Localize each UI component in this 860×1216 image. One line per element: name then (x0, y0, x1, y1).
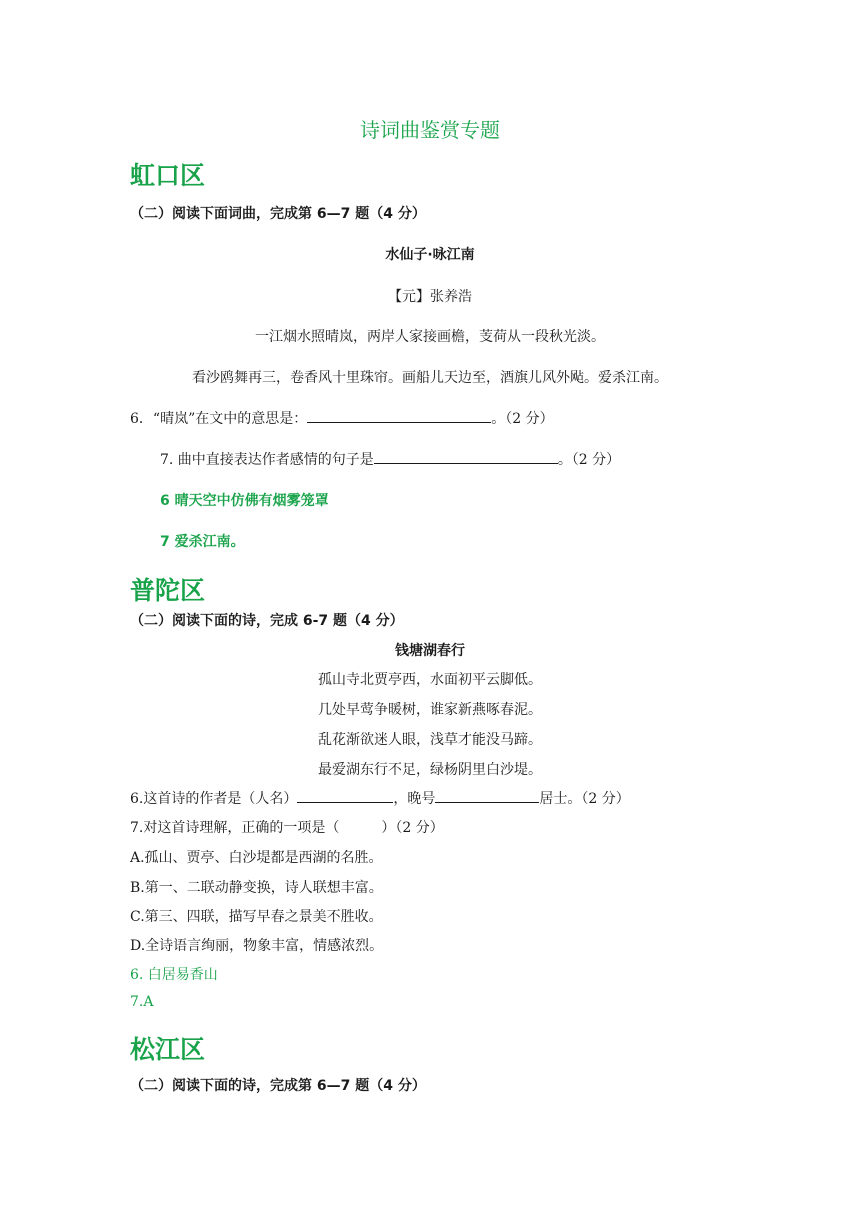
poem-line-4: 最爱湖东行不足，绿杨阴里白沙堤。 (318, 762, 542, 778)
instruction-putuo: （二）阅读下面的诗，完成 6-7 题（4 分） (130, 613, 404, 629)
option-d: D.全诗语言绚丽，物象丰富，情感浓烈。 (130, 938, 384, 954)
question-6-mid: ，晚号 (393, 791, 436, 807)
question-6-suffix: 。（2 分） (491, 411, 554, 427)
question-7-prefix: 7. 曲中直接表达作者感情的句子是 (160, 452, 374, 468)
answer-7-putuo: 7.A (130, 994, 154, 1010)
option-a: A.孤山、贾亭、白沙堤都是西湖的名胜。 (130, 850, 383, 866)
poem-line-1: 一江烟水照晴岚，两岸人家接画檐，芰荷从一段秋光淡。 (255, 329, 605, 345)
poem-line-2: 几处早莺争暖树，谁家新燕啄春泥。 (318, 702, 542, 718)
district-heading-putuo: 普陀区 (130, 576, 206, 605)
option-c: C.第三、四联，描写早春之景美不胜收。 (130, 909, 383, 925)
document-title: 诗词曲鉴赏专题 (360, 118, 500, 142)
poem-line-1: 孤山寺北贾亭西，水面初平云脚低。 (318, 672, 542, 688)
poem-title-hongkou: 水仙子·咏江南 (385, 247, 475, 263)
question-6-prefix: 6．“晴岚”在文中的意思是： (130, 411, 308, 427)
poem-line-3: 乱花渐欲迷人眼，浅草才能没马蹄。 (318, 732, 542, 748)
answer-blank[interactable] (374, 449, 558, 464)
question-7-suffix: 。（2 分） (557, 452, 621, 468)
question-7-hongkou (160, 449, 620, 469)
answer-7-hongkou: 7 爱杀江南。 (160, 534, 245, 550)
answer-blank[interactable] (435, 788, 539, 803)
answer-blank[interactable] (297, 788, 393, 803)
poem-author-hongkou: 【元】张养浩 (388, 289, 472, 305)
question-6-putuo (130, 788, 630, 808)
poem-line-2: 看沙鸥舞再三，卷香风十里珠帘。画船儿天边至，酒旗儿风外飐。爱杀江南。 (192, 370, 668, 386)
question-6-suffix: 居士。（2 分） (539, 791, 630, 807)
question-6-hongkou (130, 408, 554, 428)
answer-blank[interactable] (307, 408, 491, 423)
answer-6-hongkou: 6 晴天空中仿佛有烟雾笼罩 (160, 493, 329, 509)
question-6-prefix: 6.这首诗的作者是（人名） (130, 791, 298, 807)
district-heading-hongkou: 虹口区 (130, 161, 206, 190)
instruction-songjiang: （二）阅读下面的诗，完成第 6—7 题（4 分） (130, 1078, 426, 1094)
instruction-hongkou: （二）阅读下面词曲，完成第 6—7 题（4 分） (130, 206, 426, 222)
district-heading-songjiang: 松江区 (130, 1035, 206, 1064)
option-b: B.第一、二联动静变换，诗人联想丰富。 (130, 880, 383, 896)
answer-6-putuo: 6. 白居易香山 (130, 967, 218, 983)
question-7-putuo: 7.对这首诗理解，正确的一项是（ ）（2 分） (130, 820, 444, 836)
poem-title-putuo: 钱塘湖春行 (395, 643, 465, 659)
